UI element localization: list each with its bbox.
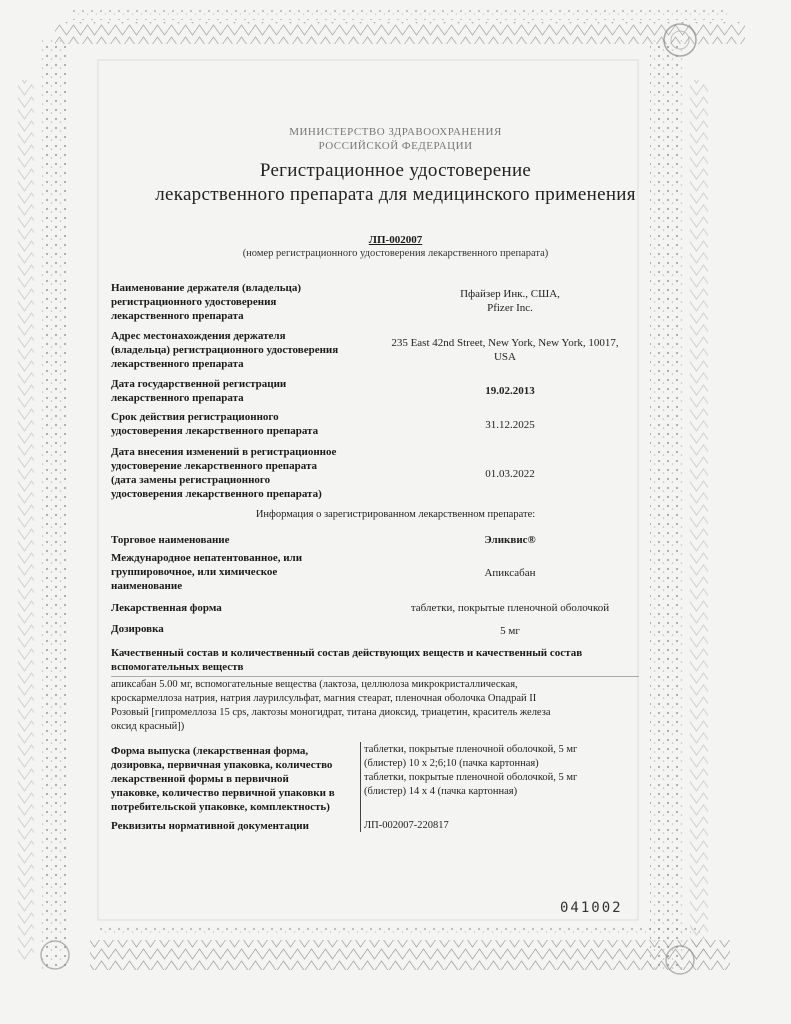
- registration-number-caption: (номер регистрационного удостоверения лекарственного препарата): [242, 248, 549, 259]
- ministry-line-2: РОССИЙСКОЙ ФЕДЕРАЦИИ: [318, 140, 473, 152]
- release-form-label: Форма выпуска (лекарственная форма, дозировка, первичная упаковка, количество лекарственной формы в первичной упаковке, количество первичной упаковки в потребительской упаковке, комплектность): [111, 745, 335, 813]
- dosage-form-label: Лекарственная форма: [111, 602, 222, 614]
- ministry-line-1: МИНИСТЕРСТВО ЗДРАВООХРАНЕНИЯ: [289, 126, 502, 138]
- release-form-values: таблетки, покрытые пленочной оболочкой, 5 мг (блистер) 10 х 2;6;10 (пачка картонная) таблетки, покрытые пленочной оболочкой, 5 мг (блистер) 14 х 4 (пачка картонная): [364, 744, 578, 797]
- trade-name-label: Торговое наименование: [111, 534, 230, 546]
- validity-value: 31.12.2025: [485, 419, 535, 431]
- validity-label: Срок действия регистрационного удостоверения лекарственного препарата: [111, 411, 319, 437]
- title-line-2: лекарственного препарата для медицинского применения: [155, 184, 636, 205]
- form-serial-number: 041002: [560, 900, 623, 916]
- holder-name-value: Пфайзер Инк., США, Pfizer Inc.: [460, 288, 560, 314]
- title-line-1: Регистрационное удостоверение: [259, 160, 532, 181]
- strength-value: 5 мг: [500, 625, 520, 637]
- composition-divider: [111, 676, 639, 677]
- normative-docs-label: Реквизиты нормативной документации: [111, 820, 309, 832]
- registration-date-label: Дата государственной регистрации лекарственного препарата: [111, 378, 287, 404]
- info-caption: Информация о зарегистрированном лекарственном препарате:: [255, 509, 536, 520]
- registration-number: ЛП-002007: [368, 234, 423, 246]
- normative-docs-value: ЛП-002007-220817: [364, 820, 449, 831]
- strength-label: Дозировка: [111, 623, 164, 635]
- registration-date-value: 19.02.2013: [485, 385, 535, 397]
- inn-value: Апиксабан: [484, 567, 536, 579]
- dosage-form-value: таблетки, покрытые пленочной оболочкой: [410, 602, 610, 614]
- holder-name-label: Наименование держателя (владельца) регистрационного удостоверения лекарственного препарата: [111, 282, 302, 322]
- trade-name-value: Эликвис®: [484, 534, 536, 546]
- composition-text: апиксабан 5.00 мг, вспомогательные вещества (лактоза, целлюлоза микрокристаллическая, кроскармеллоза натрия, натрия лаурилсульфат, магния стеарат, пленочная оболочка Опадрай II Розовый [гипромеллоза 15 cps, лактозы моногидрат, титана диоксид, триацетин, краситель железа оксид красный]): [111, 679, 551, 732]
- changes-date-label: Дата внесения изменений в регистрационное удостоверение лекарственного препарата (дата замены регистрационного удостоверения лекарственного препарата): [111, 446, 337, 500]
- holder-address-label: Адрес местонахождения держателя (владельца) регистрационного удостоверения лекарственного препарата: [111, 330, 339, 370]
- holder-address-value: 235 East 42nd Street, New York, New York, 10017, USA: [391, 337, 619, 363]
- inn-label: Международное непатентованное, или группировочное, или химическое наименование: [111, 552, 303, 592]
- composition-heading: Качественный состав и количественный состав действующих веществ и качественный состав вспомогательных веществ: [111, 647, 583, 673]
- changes-date-value: 01.03.2022: [485, 468, 535, 480]
